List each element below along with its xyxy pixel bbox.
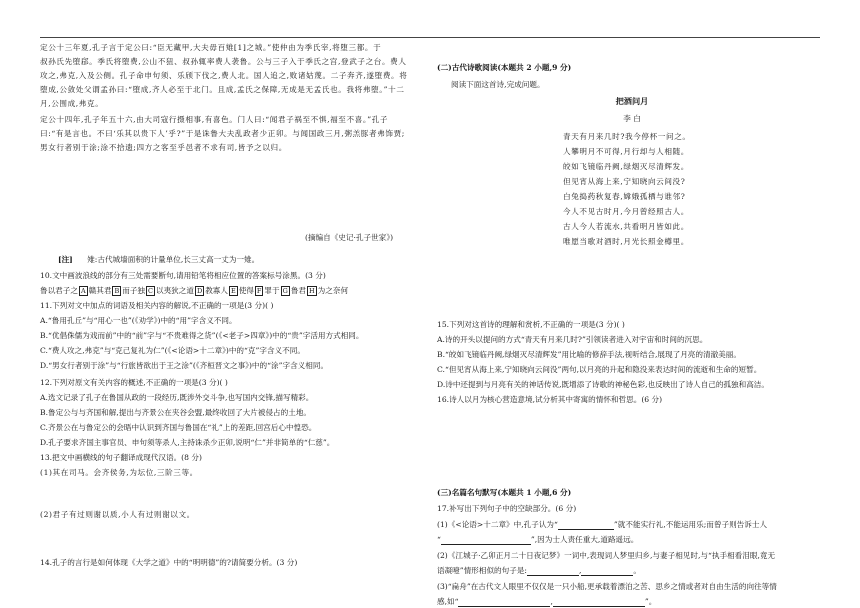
poem-section-heading: (二)古代诗歌阅读(本题共 2 小题,9 分) xyxy=(437,63,572,72)
passage-line: 男女行者别于涂;涂不拾遗;四方之客至乎邑者不求有司,皆予之以归。 xyxy=(40,143,287,152)
poem-line: 白兔捣药秋复春,嫦娥孤栖与谁邻? xyxy=(563,192,686,201)
passage-line: 曰:“有是言也。不曰‘乐其以贵下人’乎?”于是诛鲁大夫乱政者少正卯。与闻国政三月,粥羔豚者弗饰贾; xyxy=(40,129,405,138)
fill-blank[interactable] xyxy=(441,536,531,545)
poem-line: 皎如飞镜临丹阙,绿烟灭尽清辉发。 xyxy=(563,162,689,171)
poem-line: 但见宵从海上来,宁知晓向云间没? xyxy=(563,177,686,186)
section3-heading: (三)名篇名句默写(本题共 1 小题,6 分) xyxy=(437,488,572,497)
fill-blank[interactable] xyxy=(581,567,633,576)
q17-part-1-cont: “ ”,因为士人责任重大,道路遥远。 xyxy=(437,535,639,544)
fill-blank[interactable] xyxy=(553,598,645,607)
q17-part-3: (3)“扁舟”在古代文人眼里不仅仅是一只小船,更承载着漂泊之苦、思乡之情或者对自由生活的向往等情 xyxy=(437,582,777,591)
q12-stem: 12.下列对原文有关内容的概述,不正确的一项是(3 分)( ) xyxy=(40,378,228,387)
passage-source: (摘编自《史记·孔子世家》) xyxy=(305,233,394,242)
poem-line: 人攀明月不可得,月行却与人相随。 xyxy=(563,147,689,156)
q12-option-c: C.齐景公在与鲁定公的会晤中认识到齐国与鲁国在“礼”上的差距,回宫后心中惶恐。 xyxy=(40,423,317,432)
q17-part-3-cont: 感,如“ , ”。 xyxy=(437,597,657,606)
poem-line: 今人不见古时月,今月曾经照古人。 xyxy=(563,207,689,216)
q17-stem: 17.补写出下列句子中的空缺部分。(6 分) xyxy=(437,504,577,513)
passage-line: 定公十四年,孔子年五十六,由大司寇行摄相事,有喜色。门人曰:“闻君子祸至不惧,福至不喜。”孔子 xyxy=(40,115,389,124)
q17-part-1: (1)《<论语>十二章》中,孔子认为“ ”就不能实行礼,不能运用乐;而曾子则告诉士人 xyxy=(437,520,768,529)
q15-option-b: B.“皎如飞镜临丹阙,绿烟灭尽清辉发”用比喻的修辞手法,视听结合,展现了月亮的清澈美丽。 xyxy=(437,350,741,359)
poem-title: 把酒问月 xyxy=(615,96,649,106)
q10-stem: 10.文中画波浪线的部分有三处需要断句,请用铅笔将相应位置的答案标号涂黑。(3 分) xyxy=(40,271,326,280)
fill-blank[interactable] xyxy=(558,521,614,530)
q12-option-b: B.鲁定公与与齐国和解,提出与齐景公在夹谷会盟,最终收回了大片被侵占的土地。 xyxy=(40,408,312,417)
option-D[interactable]: D xyxy=(196,287,203,295)
option-C[interactable]: C xyxy=(148,287,153,295)
q11-option-b: B.“优倡侏儒为戏而前”中的“前”字与“不贵难得之货”(《<老子>四章》)中的“贵”字活用方式相同。 xyxy=(40,331,364,340)
header-rule xyxy=(40,37,820,38)
q16-stem: 16.诗人以月为核心营造意境,试分析其中寄寓的情怀和哲思。(6 分) xyxy=(437,395,663,404)
passage-line: 定公十三年夏,孔子言于定公曰:“臣无藏甲,大夫毋百雉[1]之城。”使仲由为季氏宰,将堕三都。于 xyxy=(40,43,382,52)
poem-author: 李 白 xyxy=(623,114,641,123)
q11-option-a: A.“鲁用孔丘”与“用心一也”(《劝学》)中的“用”字含义不同。 xyxy=(40,316,237,325)
q14-stem: 14.孔子的言行是如何体现《大学之道》中的“明明德”的?请简要分析。(3 分) xyxy=(40,558,298,567)
option-B[interactable]: B xyxy=(114,287,120,295)
option-H[interactable]: H xyxy=(309,287,315,295)
option-A[interactable]: A xyxy=(80,287,86,295)
note-label: [注] xyxy=(58,255,73,264)
q12-option-d: D.孔子要求齐国主事官员、申句须等杀人,主持诛杀少正卯,说明“仁”并非简单的“仁慈”。 xyxy=(40,438,335,447)
poem-instruction: 阅读下面这首诗,完成问题。 xyxy=(451,80,545,89)
poem-line: 古人今人若流水,共看明月皆如此。 xyxy=(563,222,689,231)
q15-option-d: D.诗中还提到与月亮有关的神话传说,既增添了诗歌的神秘色彩,也反映出了诗人自己的孤独和高洁。 xyxy=(437,380,769,389)
q17-part-2: (2)《江城子·乙卯正月二十日夜记梦》一词中,表现词人梦里归乡,与妻子相见时,与“执手相看泪眼,竟无 xyxy=(437,551,776,560)
option-G[interactable]: G xyxy=(282,287,288,295)
fill-blank[interactable] xyxy=(458,598,550,607)
option-F[interactable]: F xyxy=(256,287,262,295)
passage-line: 叔孙氏先堕郈。季氏将堕费,公山不狃、叔孙辄率费人袭鲁。公与三子入于季氏之宫,登武子之台。费人 xyxy=(40,57,407,66)
q11-option-d: D.“男女行者别于涂”与“行旅皆欲出于王之涂”(《齐桓晋文之事》)中的“涂”字含义相同。 xyxy=(40,361,329,370)
q17-part-2-cont: 语凝噎”情形相似的句子是: , 。 xyxy=(437,566,641,575)
option-E[interactable]: E xyxy=(230,287,236,295)
q13-sentence-2: (2)君子有过则谢以质,小人有过则谢以文。 xyxy=(40,510,195,519)
q11-stem: 11.下列对文中加点的词语及相关内容的解说,不正确的一项是(3 分)( ) xyxy=(40,301,274,310)
q15-stem: 15.下列对这首诗的理解和赏析,不正确的一项是(3 分)( ) xyxy=(437,320,625,329)
q11-option-c: C.“费人攻之,弗克”与“克己复礼为仁”(《<论语>十二章》)中的“克”字含义不同。 xyxy=(40,346,305,355)
poem-line: 唯愿当歌对酒时,月光长照金樽里。 xyxy=(563,237,689,246)
poem-line: 青天有月来几时?我今停杯一问之。 xyxy=(563,132,691,141)
q15-option-a: A.诗的开头以提问的方式“青天有月来几时?”引领读者进入对宇宙和时间的沉思。 xyxy=(437,335,708,344)
passage-line: 攻之,弗克,入及公侧。孔子命申句须、乐颀下伐之,费人北。国人追之,败诸姑蔑。二子奔齐,遂堕费。将 xyxy=(40,71,408,80)
passage-line: 月,公围成,弗克。 xyxy=(40,99,104,108)
note-text: 雉:古代城墙面积的计量单位,长三丈高一丈为一雉。 xyxy=(87,255,260,264)
q12-option-a: A.选文记录了孔子在鲁国从政的一段经历,既涉外交斗争,也写国内交锋,描写精彩。 xyxy=(40,393,314,402)
q15-option-c: C.“但见宵从海上来,宁知晓向云间没”两句,以月亮的升起和隐没来表达时间的流逝和生命的短暂。 xyxy=(437,365,762,374)
fill-blank[interactable] xyxy=(527,567,579,576)
q10-options: 鲁以君子之 A 赣其君 B 而子独 C 以夷狄之道 D 教寡人 E 使得 F 罪于 G 鲁君 H 为之奈何 xyxy=(40,286,349,295)
q13-stem: 13.把文中画横线的句子翻译成现代汉语。(8 分) xyxy=(40,453,202,462)
q13-sentence-1: (1)其在司马。会齐侯务,为坛位,三阶三等。 xyxy=(40,468,198,477)
passage-line: 堕成,公敛处父谓孟孙曰:“堕成,齐人必至于北门。且成,孟氏之保障,无成是无孟氏也。我将弗堕。”十二 xyxy=(40,85,405,94)
